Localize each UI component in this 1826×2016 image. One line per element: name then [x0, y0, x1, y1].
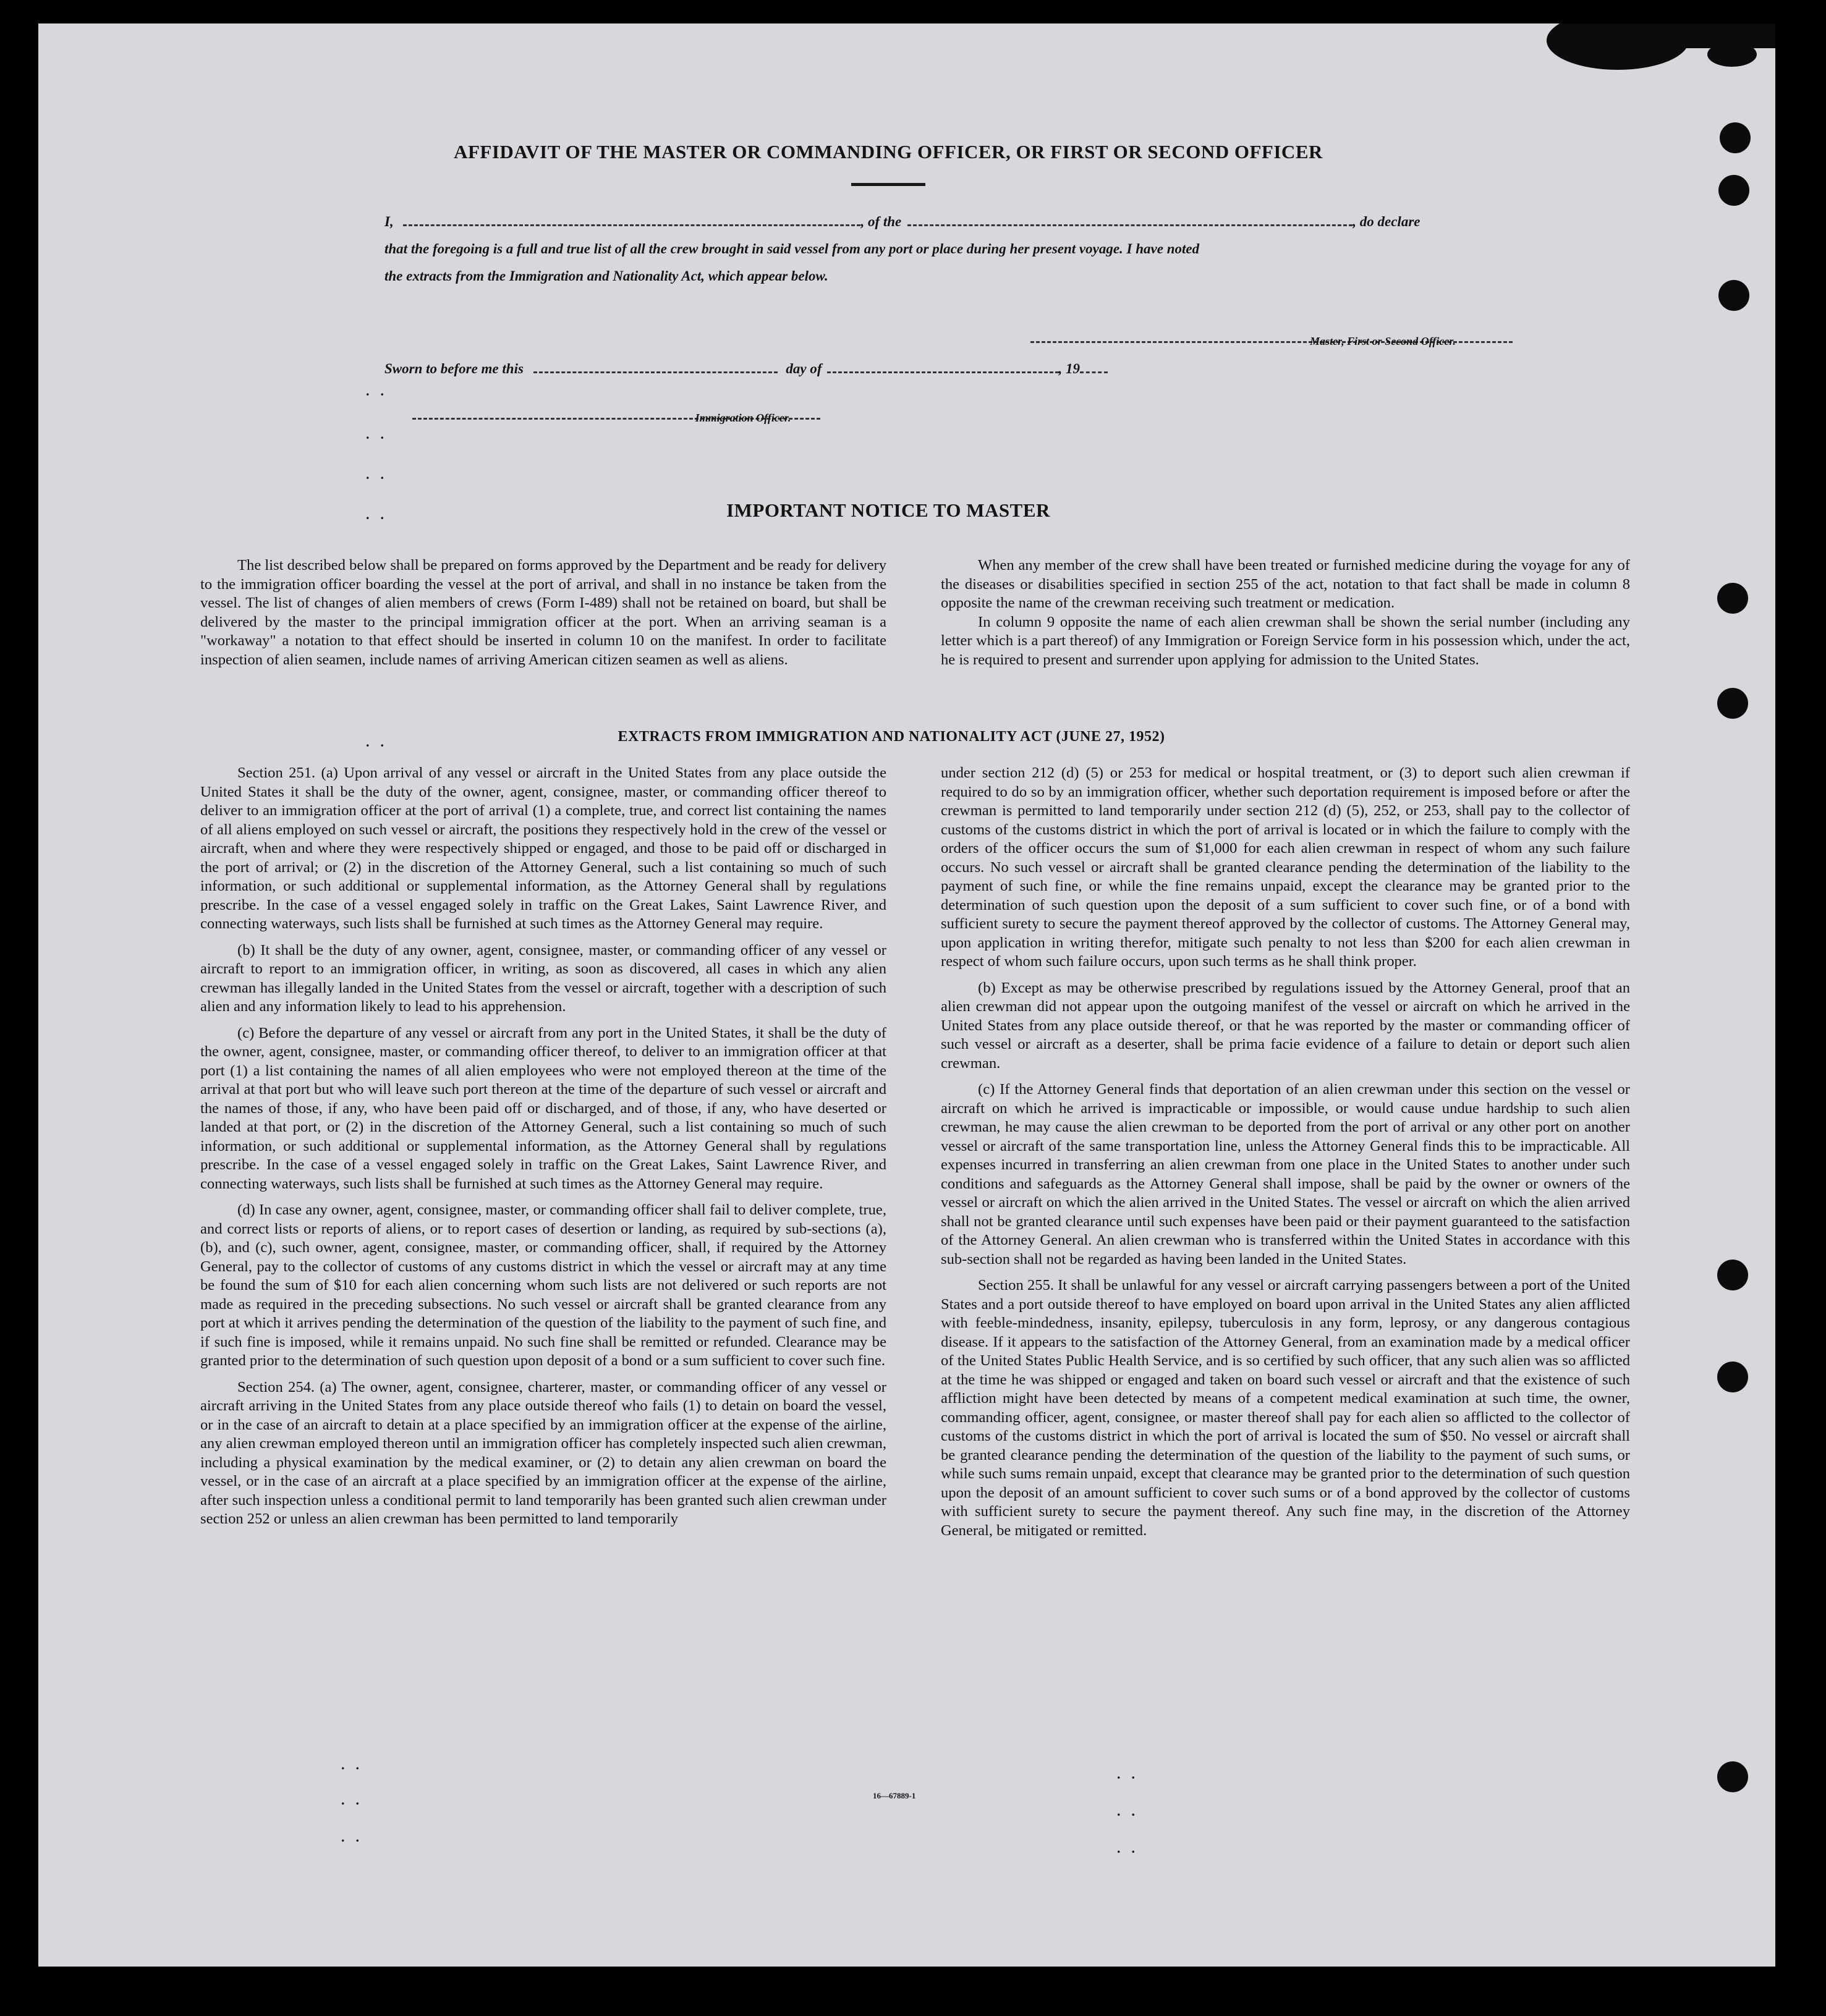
declaration-line-3: the extracts from the Immigration and Nationality Act, which appear below. [384, 268, 828, 284]
margin-dots: .. [341, 1792, 370, 1808]
punch-hole [1717, 1761, 1748, 1792]
notice-right-paragraph: In column 9 opposite the name of each alien crewman shall be shown the serial number (including any letter which is a part thereof) of any Immigration or Foreign Service form in his possession which, under the act, he is required to present and surrender upon applying for admission to the United States. [941, 613, 1630, 668]
punch-hole [1717, 1362, 1748, 1392]
punch-hole [1720, 122, 1751, 153]
name-blank[interactable] [403, 213, 860, 226]
section-254a: Section 254. (a) The owner, agent, consignee, charterer, master, or commanding officer of any vessel or aircraft arriving in the United States from any place outside thereof who fails (1) to detain on board the vessel, or in the case of an aircraft to detain at a place specified by an immigration officer at the expense of the airline, any alien crewman employed thereon until an immigration officer has completely inspected such alien crewman, including a physical examination by the medical examiner, or (2) to detain any alien crewman on board the vessel, or in the case of an aircraft at a place specified by an immigration officer at the expense of the airline, after such inspection unless a conditional permit to land temporarily has been granted such alien crewman under section 252 or unless an alien crewman has been permitted to land temporarily [200, 1378, 886, 1527]
notice-left-column [200, 556, 886, 669]
form-footer-code: 16—67889-1 [873, 1791, 916, 1800]
sworn-month-blank[interactable] [827, 360, 1059, 373]
section-255: Section 255. It shall be unlawful for any vessel or aircraft carrying passengers between a port of the United States and a port outside thereof to have employed on board upon arrival in the United States any alien afflicted with feeble-mindedness, insanity, epilepsy, tuberculosis in any form, leprosy, or any dangerous contagious disease. If it appears to the satisfaction of the Attorney General, from an examination made by a medical officer of the United States Public Health Service, and is so certified by such officer, that any such alien was so afflicted at the time he was shipped or engaged and taken on board such vessel or aircraft and that the existence of such affliction might have been detected by means of a competent medical examination at such time, the owner, commanding officer, agent, consignee, or master thereof shall pay for each alien so afflicted to the collector of customs of the customs district in which the port of arrival is located the sum of $50. No vessel or aircraft shall be granted clearance pending the determination of the question of the liability to the payment of such sums, or while such sums remain unpaid, except that clearance may be granted prior to the determination of such question upon the deposit of an amount sufficient to cover such sums or of a bond approved by the collector of customs with sufficient surety to secure the payment thereof. Any such fine may, in the discretion of the Attorney General, be mitigated or remitted. [941, 1277, 1630, 1539]
section-251a: Section 251. (a) Upon arrival of any vessel or aircraft in the United States from any place outside the United States it shall be the duty of the owner, agent, consignee, master, or commanding officer thereof to deliver to an immigration officer at the port of arrival (1) a complete, true, and correct list containing the names of all aliens employed on such vessel or aircraft, the positions they respectively hold in the crew of the vessel or aircraft, when and where they were respectively shipped or engaged, and those to be paid off or discharged in the port of arrival; or (2) in the discretion of the Attorney General, such a list containing so much of such information, or such additional or supplemental information, as the Attorney General shall by regulations prescribe. In the case of a vessel engaged solely in traffic on the Great Lakes, Saint Lawrence River, and connecting waterways, such lists shall be furnished at such times as the Attorney General may require. [200, 764, 886, 932]
year-label: , 19 [1058, 361, 1081, 376]
punch-hole [1717, 1260, 1748, 1290]
sworn-day-blank[interactable] [533, 360, 778, 373]
extracts-heading: EXTRACTS FROM IMMIGRATION AND NATIONALITY ACT (JUNE 27, 1952) [618, 729, 1165, 745]
section-251c: (c) Before the departure of any vessel or aircraft from any port in the United States, it shall be the duty of the owner, agent, consignee, master, or commanding officer thereof, to deliver to an immigration officer at that port (1) a list containing the names of all alien employees who were not employed thereon at the time of the arrival at that port but who will leave such port thereon at the time of the departure of such vessel or aircraft and the names of those, if any, who have been paid off or discharged, and of those, if any, who have deserted or landed at that port, or (2) in the discretion of the Attorney General, such a list containing so much of such information, or such additional or supplemental information, as the Attorney General shall by regulations prescribe. In the case of a vessel engaged solely in traffic on the Great Lakes, Saint Lawrence River, and connecting waterways, such lists shall be furnished at such times as the Attorney General may require. [200, 1024, 886, 1192]
sworn-line [384, 360, 1108, 377]
vessel-blank[interactable] [907, 213, 1353, 226]
margin-dots: .. [341, 1757, 370, 1772]
sworn-label: Sworn to before me this [384, 361, 524, 376]
master-signature-caption: Master, First or Second Officer. [1310, 335, 1456, 347]
declaration-line-2: that the foregoing is a full and true list of all the crew brought in said vessel from any port or place during her present voyage. I have noted [384, 241, 1200, 256]
corner-damage [1621, 23, 1775, 48]
notice-right-column [941, 556, 1630, 669]
document-page [38, 23, 1775, 1967]
day-of-label: day of [786, 361, 822, 376]
i-label: I, [384, 214, 394, 229]
punch-hole [1717, 688, 1748, 719]
notice-heading: IMPORTANT NOTICE TO MASTER [726, 499, 1050, 521]
extracts-right-column [941, 764, 1630, 1540]
margin-dots: .. [366, 426, 395, 442]
punch-hole [1717, 583, 1748, 614]
of-the-label: , of the [860, 214, 902, 229]
title-rule [851, 183, 925, 186]
section-254c: (c) If the Attorney General finds that deportation of an alien crewman under this section on the vessel or aircraft on which he arrived is impracticable or impossible, or would cause undue hardship to such alien crewman, he may cause the alien crewman to be deported from the port of arrival or any other port on another vessel or aircraft of the same transportation line, unless the Attorney General finds this to be impracticable. All expenses incurred in transferring an alien crewman from one place in the United States to another under such conditions and safeguards as the Attorney General shall impose, shall be paid by the owner or owners of the vessel or aircraft on which the alien arrived in the United States. The vessel or aircraft on which the alien arrived shall not be granted clearance until such expenses have been paid or their payment guaranteed to the satisfaction of the Attorney General. An alien crewman who is transferred within the United States in accordance with this sub-section shall not be regarded as having been landed in the United States. [941, 1081, 1630, 1268]
section-251d: (d) In case any owner, agent, consignee, master, or commanding officer shall fail to deliver complete, true, and correct lists or reports of aliens, or to report cases of desertion or landing, as required by sub-sections (a), (b), and (c), such owner, agent, consignee, master, or commanding officer, shall, if required by the Attorney General, pay to the collector of customs of any customs district in which the vessel or aircraft may at any time be found the sum of $10 for each alien concerning whom such lists are not delivered or such reports are not made as required in the preceding subsections. No such vessel or aircraft shall be granted clearance from any port at which it arrives pending the determination of the question of the liability to the payment of such fine, and if such fine is imposed, while it remains unpaid. No such fine shall be remitted or refunded. Clearance may be granted prior to the determination of such question upon deposit of a bond or a sum sufficient to cover such fine. [200, 1201, 886, 1369]
extracts-left-column [200, 764, 886, 1529]
margin-dots: .. [341, 1829, 370, 1845]
margin-dots: .. [366, 507, 395, 522]
margin-dots: .. [1117, 1803, 1146, 1819]
section-254a-continued: under section 212 (d) (5) or 253 for medical or hospital treatment, or (3) to deport such alien crewman if required to do so by an immigration officer, whether such deportation requirement is imposed before or after the crewman is permitted to land temporarily under section 212 (d) (5), 252, or 253, shall pay to the collector of customs of the customs district in which the port of arrival is located or in which the failure to comply with the orders of the officer occurs the sum of $1,000 for each alien crewman in respect of whom any such failure occurs. No such vessel or aircraft shall be granted clearance pending the determination of the liability to the payment of such fine, or while the fine remains unpaid, except the clearance may be granted prior to the determination of such question upon the deposit of a sum sufficient to cover such fine, or of a bond with sufficient surety to secure the payment thereof approved by the collector of customs. The Attorney General may, upon application in writing therefor, mitigate such penalty to not less than $200 for each alien crewman in respect of whom such failure occurs, upon such terms as he shall think proper. [941, 764, 1630, 970]
margin-dots: .. [366, 734, 395, 750]
punch-hole [1718, 175, 1749, 206]
margin-dots: .. [1117, 1766, 1146, 1782]
margin-dots: .. [366, 383, 395, 399]
officer-signature-caption: Immigration Officer. [695, 412, 791, 424]
section-254b: (b) Except as may be otherwise prescribed by regulations issued by the Attorney General, proof that an alien crewman did not appear upon the outgoing manifest of the vessel or aircraft on which he arrived in the United States from any place outside thereof, or that he was reported by the master or commanding officer of such vessel or aircraft as a deserter, shall be prima facie evidence of a failure to detain or deport such alien crewman. [941, 979, 1630, 1072]
margin-dots: .. [366, 467, 395, 482]
corner-damage [1707, 42, 1757, 67]
declaration-line-1 [384, 213, 1420, 230]
sworn-year-blank[interactable] [1080, 360, 1108, 373]
margin-dots: .. [1117, 1840, 1146, 1856]
notice-right-paragraph: When any member of the crew shall have been treated or furnished medicine during the voyage for any of the diseases or disabilities specified in section 255 of the act, notation to that fact shall be made in column 8 opposite the name of the crewman receiving such treatment or medication. [941, 557, 1630, 611]
section-251b: (b) It shall be the duty of any owner, agent, consignee, master, or commanding officer of any vessel or aircraft to report to an immigration officer, in writing, as soon as discovered, all cases in which any alien crewman has illegally landed in the United States from the vessel or aircraft, together with a description of such alien and any information likely to lead to his apprehension. [200, 941, 886, 1015]
notice-left-paragraph: The list described below shall be prepared on forms approved by the Department and be ready for delivery to the immigration officer boarding the vessel at the port of arrival, and shall in no instance be taken from the vessel. The list of changes of alien members of crews (Form I-489) shall not be retained on board, but shall be delivered by the master to the principal immigration officer at the port. When an arriving seaman is a "workaway" a notation to that effect should be inserted in column 10 on the manifest. In order to facilitate inspection of alien seamen, include names of arriving American citizen seamen as well as aliens. [200, 557, 886, 668]
punch-hole [1718, 280, 1749, 311]
do-declare-label: , do declare [1353, 214, 1420, 229]
form-title: AFFIDAVIT OF THE MASTER OR COMMANDING OFFICER, OR FIRST OR SECOND OFFICER [454, 141, 1323, 163]
